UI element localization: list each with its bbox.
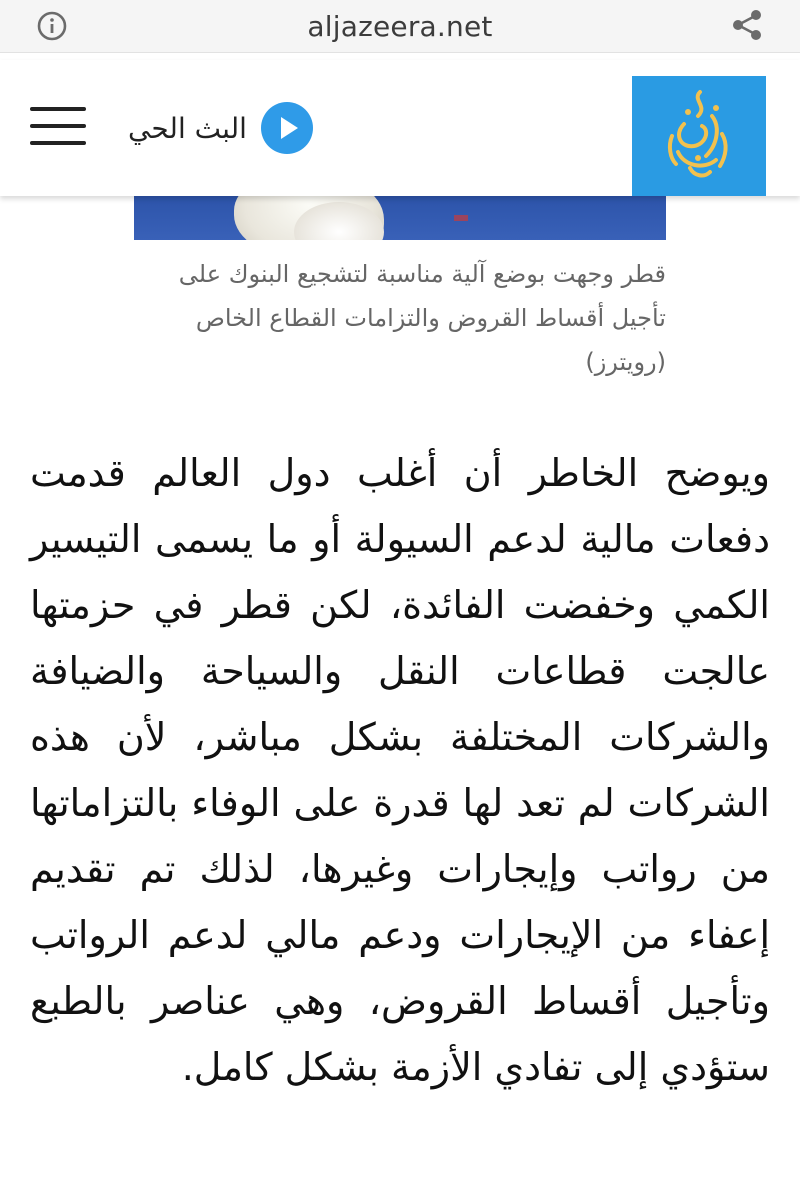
aljazeera-logo-mark [654,86,744,186]
browser-address-bar [0,0,800,53]
photo-caption: قطر وجهت بوضع آلية مناسبة لتشجيع البنوك على تأجيل أقساط القروض والتزامات القطاع الخاص (رويترز) [178,260,666,376]
hamburger-menu-icon[interactable] [30,104,88,150]
url-domain[interactable]: aljazeera.net [307,10,493,43]
article-body [30,440,770,1100]
aljazeera-logo[interactable] [632,76,766,196]
article-paragraph: ويوضح الخاطر أن أغلب دول العالم قدمت دفعات مالية لدعم السيولة أو ما يسمى التيسير الكمي وخفضت الفائدة، لكن قطر في حزمتها عالجت قطاعات النقل والسياحة والضيافة والشركات المختلفة بشكل مباشر، لأن هذه الشركات لم تعد لها قدرة على الوفاء بالتزاماتها من رواتب وإيجارات وغيرها، لذلك تم تقديم إعفاء من الإيجارات ودعم مالي لدعم الرواتب وتأجيل أقساط القروض، وهي عناصر بالطبع ستؤدي إلى تفادي الأزمة بشكل كامل. [30,451,770,1089]
site-header [0,60,800,196]
live-stream-button[interactable] [128,100,313,156]
share-icon[interactable] [730,8,764,42]
live-stream-label: البث الحي [128,111,247,145]
play-icon [261,102,313,154]
photo-detail [454,215,468,221]
